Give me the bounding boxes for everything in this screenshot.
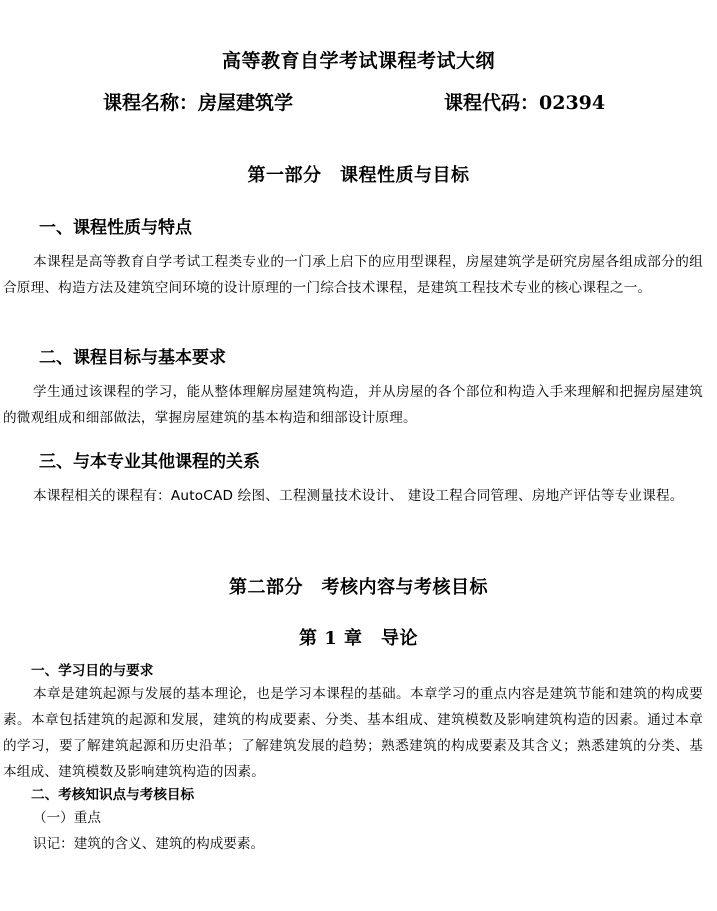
chapter-one-heading: 第 1 章 导论 [298,628,419,649]
learning-objectives-heading: 一、学习目的与要求 [31,663,154,679]
course-code: 课程代码：02394 [444,92,606,114]
paragraph-course-nature: 本课程是高等教育自学考试工程类专业的一门承上启下的应用型课程，房屋建筑学是研究房屋各组成部分的组合原理、构造方法及建筑空间环境的设计原理的一门综合技术课程，是建筑工程技术专业的核心课程之一。 [3,254,703,296]
document-title: 高等教育自学考试课程考试大纲 [221,50,495,72]
paragraph-course-goals: 学生通过该课程的学习，能从整体理解房屋建筑构造，并从房屋的各个部位和构造入手来理解和把握房屋建筑的微观组成和细部做法，掌握房屋建筑的基本构造和细部设计原理。 [3,384,703,426]
assessment-points-heading: 二、考核知识点与考核目标 [31,787,195,803]
section-heading-related-courses: 三、与本专业其他课程的关系 [39,452,260,472]
key-points-label: （一）重点 [33,810,101,826]
part-one-heading: 第一部分 课程性质与目标 [247,165,470,186]
paragraph-related-courses: 本课程相关的课程有：AutoCAD 绘图、工程测量技术设计、 建设工程合同管理、房地产评估等专业课程。 [33,488,684,504]
course-name: 课程名称：房屋建筑学 [103,92,294,114]
course-info-line [103,91,623,115]
section-heading-course-goals: 二、课程目标与基本要求 [39,348,226,368]
part-two-heading: 第二部分 考核内容与考核目标 [229,577,488,598]
section-heading-course-nature: 一、课程性质与特点 [39,218,192,238]
paragraph-learning-objectives: 本章是建筑起源与发展的基本理论，也是学习本课程的基础。本章学习的重点内容是建筑节能和建筑的构成要素。本章包括建筑的起源和发展，建筑的构成要素、分类、基本组成、建筑模数及影响建筑构造的因素。通过本章的学习，要了解建筑起源和历史沿革；了解建筑发展的趋势；熟悉建筑的构成要素及其含义；熟悉建筑的分类、基本组成、建筑模数及影响建筑构造的因素。 [3,686,703,780]
recognition-requirement-text: 识记：建筑的含义、建筑的构成要素。 [33,836,265,852]
